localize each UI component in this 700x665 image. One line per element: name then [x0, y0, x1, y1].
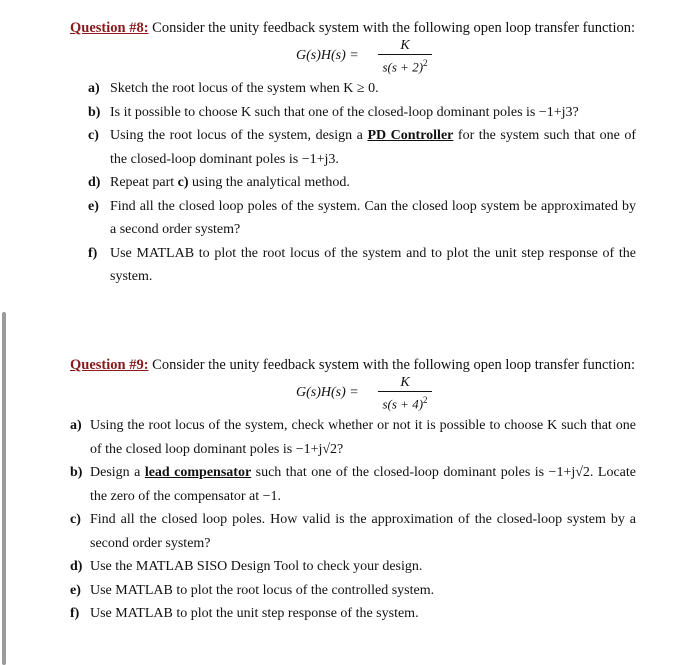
- formula-denominator: $s(s + 4)^2$: [382, 395, 428, 412]
- formula-lhs: G(s)H(s) =: [296, 48, 359, 63]
- part-d: d) Repeat part c) using the analytical method.: [88, 175, 350, 190]
- part-c: c) Find all the closed loop poles. How valid is the approximation of the closed-loop system by a second order system?: [70, 512, 636, 551]
- formula-exponent: 2: [423, 58, 428, 68]
- formula-numerator: K: [400, 375, 410, 390]
- formula-exponent: 2: [423, 395, 428, 405]
- part-e: e) Find all the closed loop poles of the system. Can the closed loop system be approximated by a second order system?: [88, 198, 636, 237]
- question-8-formula: [70, 37, 670, 77]
- part-a: a) Sketch the root locus of the system when K ≥ 0.: [88, 81, 379, 96]
- pd-controller-term: PD Controller: [367, 128, 454, 143]
- formula-lhs: G(s)H(s) =: [296, 385, 359, 400]
- question-9-parts: [70, 414, 636, 626]
- formula-fraction: [378, 374, 432, 412]
- part-b: b) Design a lead compensator such that one of the closed-loop dominant poles is −1+j√2. Locate the zero of the compensator at −1.: [70, 465, 636, 504]
- question-8-heading: [70, 19, 670, 37]
- part-f: f) Use MATLAB to plot the unit step response of the system.: [70, 606, 419, 621]
- part-a: a) Using the root locus of the system, check whether or not it is possible to choose K such that one of the closed loop dominant poles is −1+j√2?: [70, 418, 636, 457]
- question-8-parts: [88, 77, 636, 289]
- question-9-label: Question #9:: [70, 357, 149, 373]
- lead-compensator-term: lead compensator: [144, 465, 252, 480]
- part-e: e) Use MATLAB to plot the root locus of the controlled system.: [70, 582, 435, 598]
- question-8-label: Question #8:: [70, 20, 149, 36]
- part-b: b) Is it possible to choose K such that one of the closed-loop dominant poles is −1+j3?: [88, 104, 579, 120]
- question-9-formula: [70, 374, 670, 414]
- formula-denominator: $s(s + 2)^2$: [382, 58, 428, 75]
- question-9-heading: [70, 356, 670, 374]
- scroll-indicator: [2, 312, 6, 665]
- part-c: c) Using the root locus of the system, design a PD Controller for the system such that one of the closed-loop dominant poles is −1+j3.: [88, 128, 637, 167]
- question-8-intro: Consider the unity feedback system with the following open loop transfer function:: [148, 20, 635, 36]
- formula-numerator: K: [400, 38, 410, 53]
- question-9: [70, 356, 670, 626]
- question-8: [70, 19, 670, 289]
- part-f: f) Use MATLAB to plot the root locus of the system and to plot the unit step response of the system.: [88, 245, 636, 284]
- formula-fraction: [378, 37, 432, 75]
- question-9-intro: Consider the unity feedback system with the following open loop transfer function:: [148, 357, 635, 373]
- part-d: d) Use the MATLAB SISO Design Tool to check your design.: [70, 559, 423, 574]
